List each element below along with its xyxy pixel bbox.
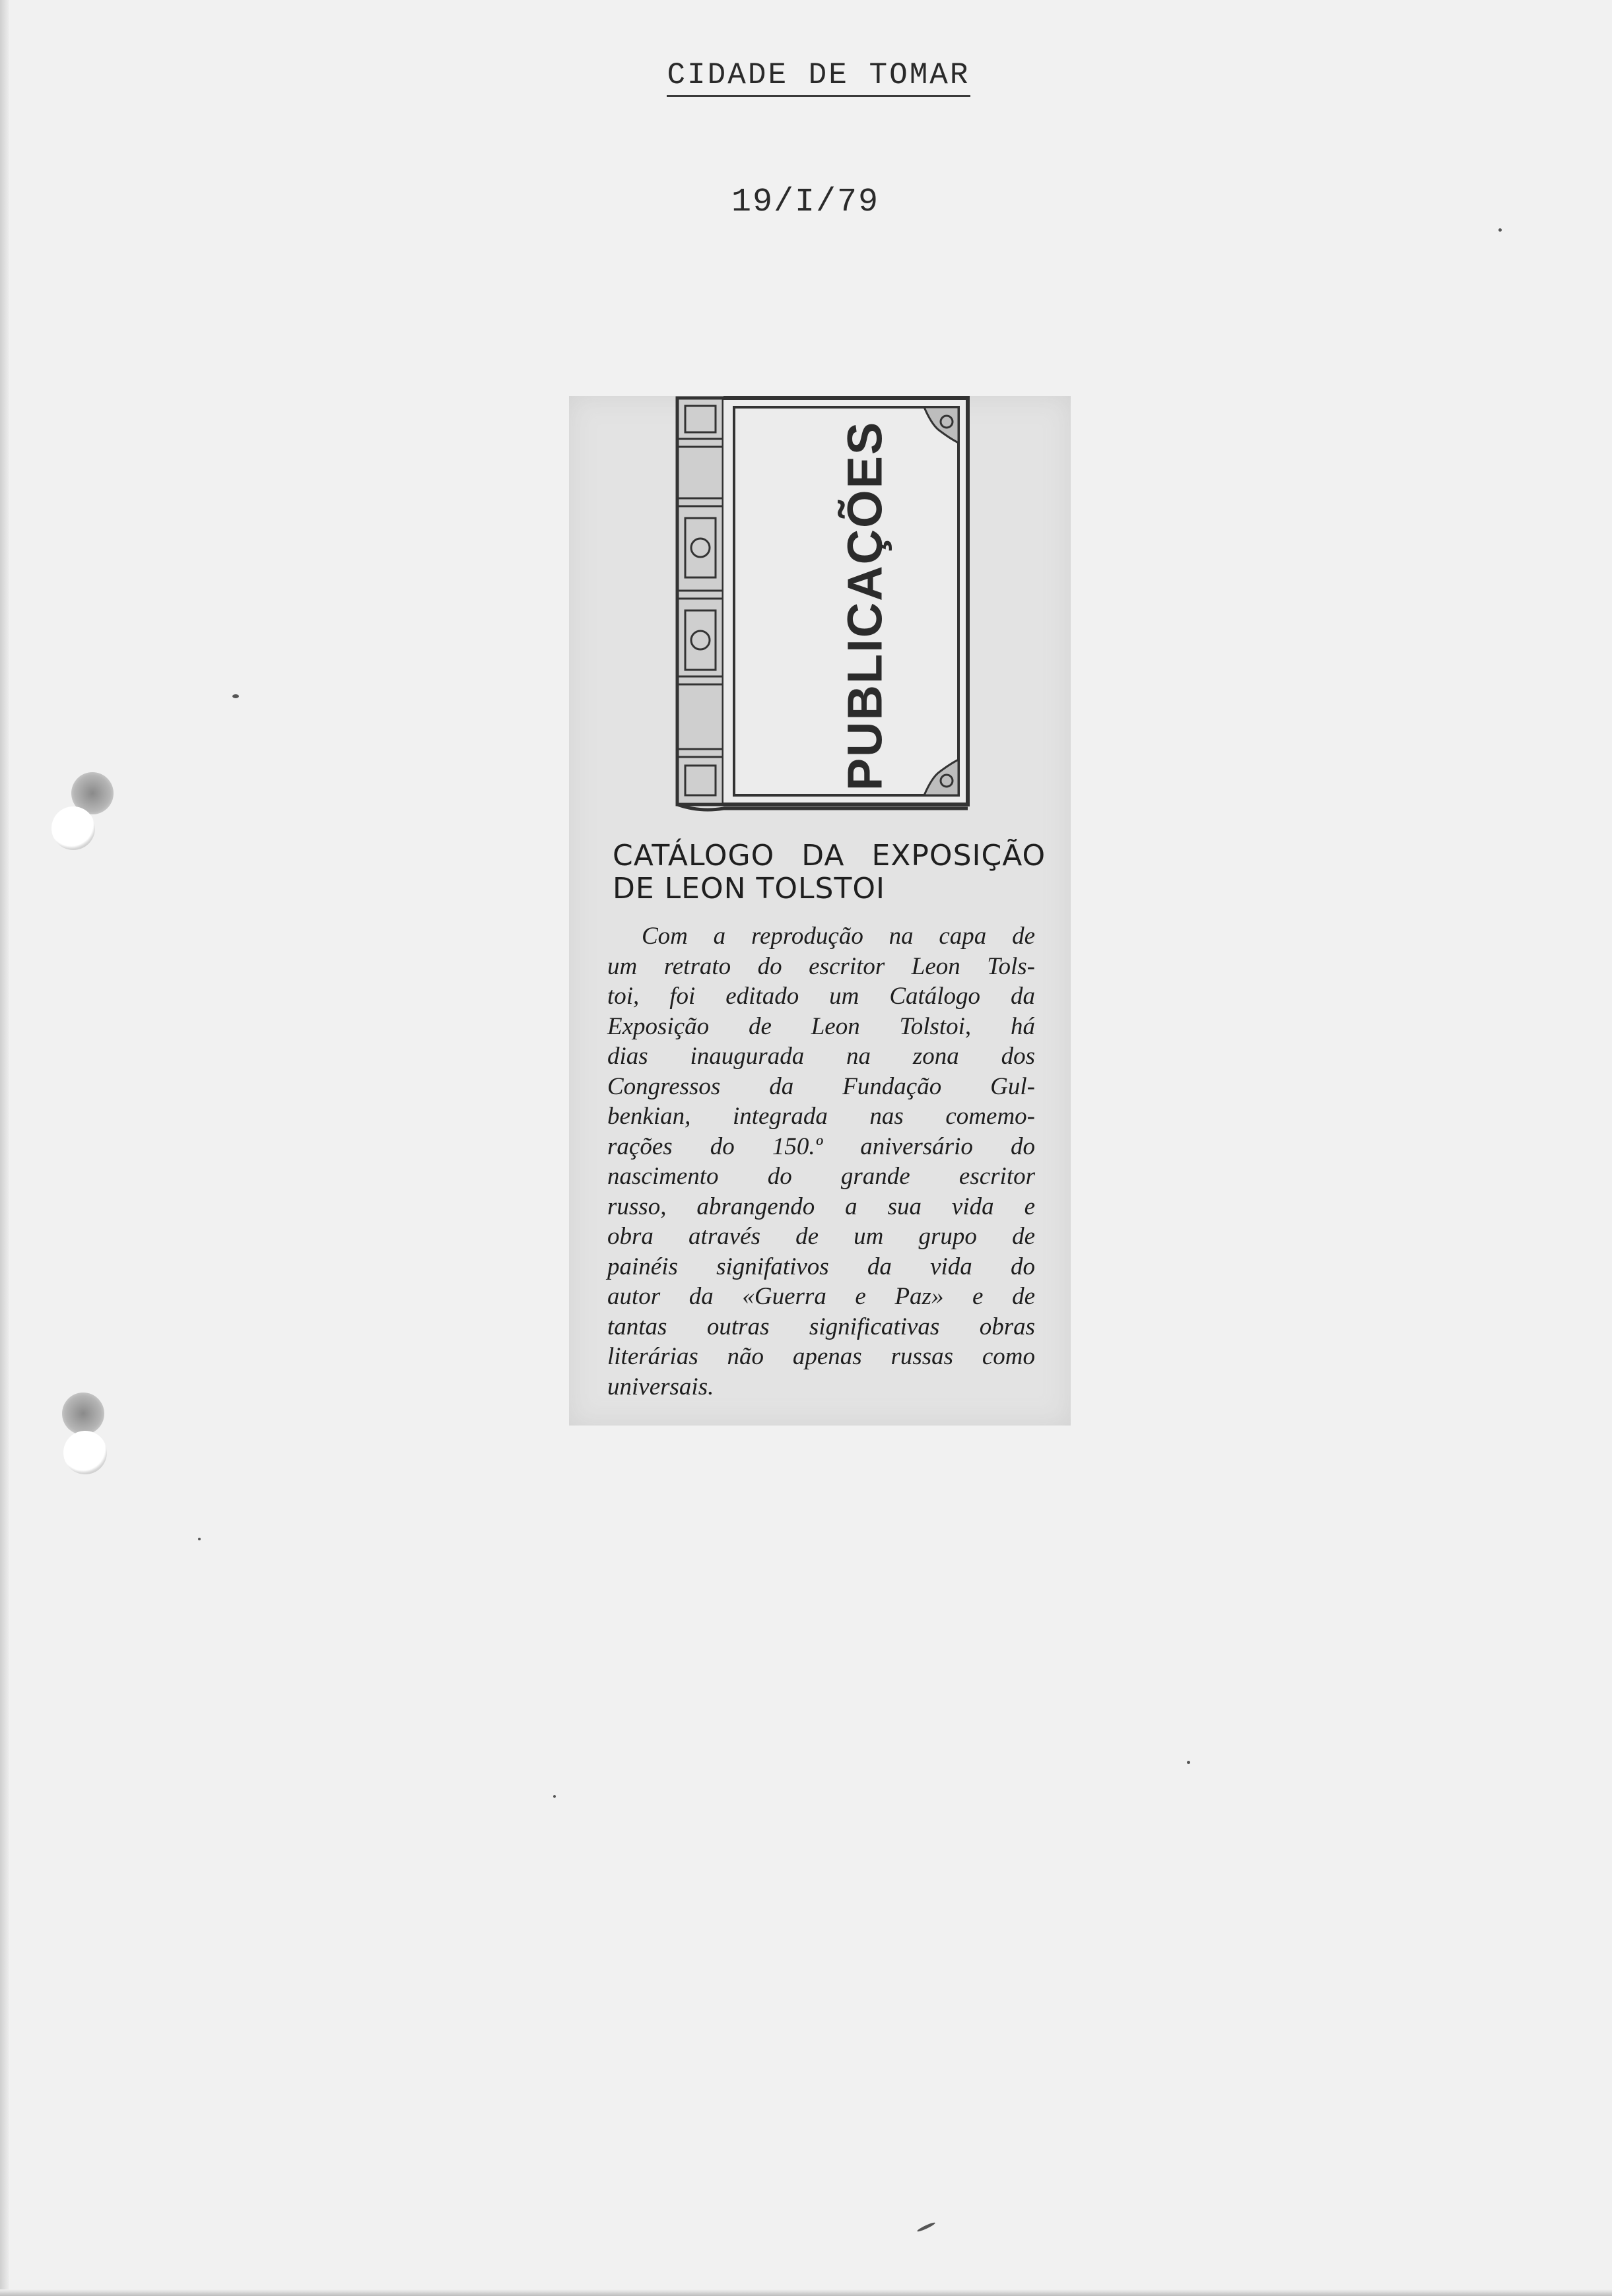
page-bottom-edge (0, 2289, 1612, 2296)
body-line: toi, foi editado um Catálogo da (607, 983, 1035, 1010)
body-line: painéis signifativos da vida do (607, 1253, 1035, 1280)
headline-line-2: DE LEON TOLSTOI (613, 872, 885, 905)
headline-line-1: CATÁLOGO DA EXPOSIÇÃO (613, 839, 1046, 872)
publication-date: 19/I/79 (731, 183, 880, 221)
body-line: Congressos da Fundação Gul- (607, 1072, 1035, 1100)
punch-hole-shadow-bottom (62, 1393, 104, 1435)
scan-speck (553, 1795, 556, 1798)
body-line: rações do 150.º aniversário do (607, 1132, 1035, 1160)
punch-hole-top (51, 806, 95, 850)
body-line: literárias não apenas russas como (607, 1343, 1035, 1370)
body-line: um retrato do escritor Leon Tols- (607, 952, 1035, 980)
scan-speck (1187, 1761, 1190, 1764)
article-body (607, 921, 1035, 1402)
body-line: tantas outras significativas obras (607, 1313, 1035, 1340)
body-line: russo, abrangendo a sua vida e (607, 1193, 1035, 1220)
body-line: Com a reprodução na capa de (642, 923, 1035, 950)
body-line: dias inaugurada na zona dos (607, 1043, 1035, 1070)
page-left-edge (0, 0, 9, 2296)
article-headline (613, 839, 1046, 905)
section-label: PUBLICAÇÕES (837, 420, 892, 791)
body-line: universais. (607, 1373, 714, 1400)
body-line: autor da «Guerra e Paz» e de (607, 1283, 1035, 1310)
publication-name: CIDADE DE TOMAR (667, 58, 970, 97)
scan-speck (198, 1538, 201, 1540)
book-illustration (673, 393, 977, 815)
scan-speck (1498, 228, 1502, 232)
body-line: benkian, integrada nas comemo- (607, 1103, 1035, 1130)
scan-speck (232, 694, 239, 698)
punch-hole-bottom (63, 1431, 107, 1474)
body-line: Exposição de Leon Tolstoi, há (607, 1012, 1035, 1040)
body-line: nascimento do grande escritor (607, 1163, 1035, 1190)
scan-speck (916, 2221, 935, 2233)
body-line: obra através de um grupo de (607, 1223, 1035, 1250)
